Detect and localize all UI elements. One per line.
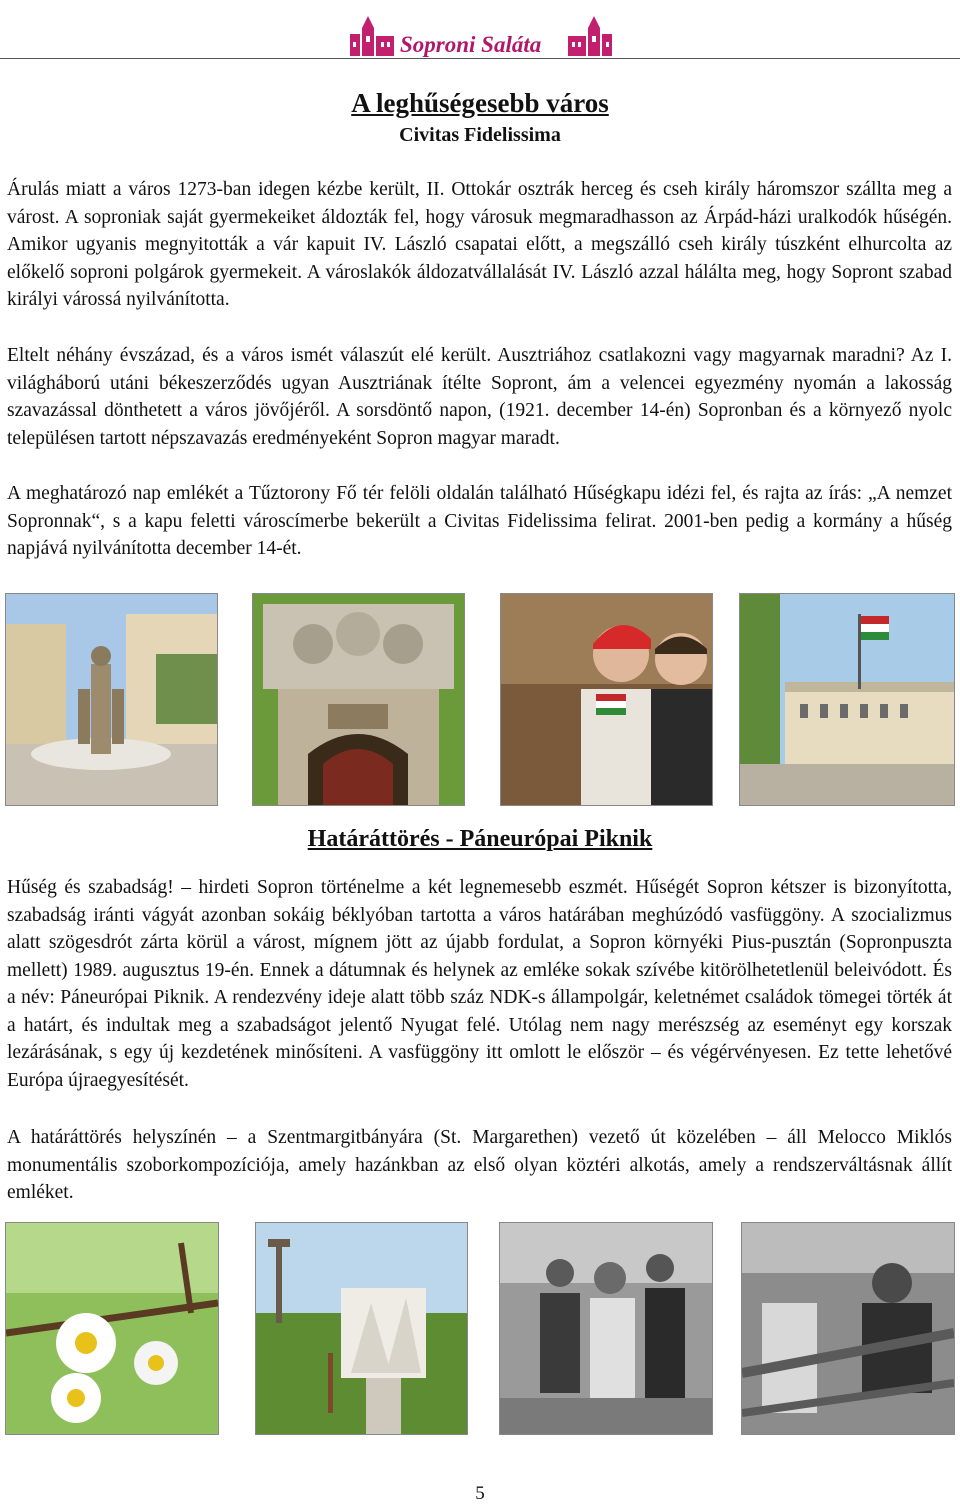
castle-left-icon bbox=[348, 14, 396, 56]
castle-right-icon bbox=[566, 14, 614, 56]
section1-title: A leghűségesebb város bbox=[351, 88, 609, 118]
section1-paragraph-1: Árulás miatt a város 1273-ban idegen kézbe került, II. Ottokár osztrák herceg és cseh király háromszor szállta meg a várost. A soproniak saját gyermekeiket áldozták fel, hogy városuk megmaradhasson az Árpád-házi uralkodók hűségén. Amikor ugyanis megnyitották a vár kapuit IV. László csapatai előtt, a megszálló cseh király túszként elhurcolta az előkelő soproni polgárok gyermekeit. A városlakók áldozatvállalását IV. László azzal hálálta meg, hogy Sopront szabad királyi várossá nyilvánította. bbox=[7, 179, 952, 310]
header-rule bbox=[0, 58, 960, 59]
section2-paragraph-1: Hűség és szabadság! – hirdeti Sopron történelme a két legnemesebb eszmét. Hűségét Sopron kétszer is bizonyította, szabadság iránti vágyát azonban sokáig béklyóban tartotta a város határában meghúzódó vasfüggöny. A szocializmus alatt szögesdrót zárta körül a várost, mígnem jött az újabb fordulat, a Sopron környéki Pius-pusztán (Sopronpuszta mellett) 1989. augusztus 19-én. Ennek a dátumnak és helynek az emléke sokak szívébe kitörölhetetlenül beleivódott. És a név: Páneurópai Piknik. A rendezvény ideje alatt több száz NDK-s állampolgár, keletnémet családok tömegei törték át a határt, és indultak meg a szabadságot jelentő Nyugat felé. Utólag nem nagy merészség az eseményt egy korszak lezárásának, s egy új kezdetének minősíteni. A vasfüggöny itt omlott le először – és végérvényesen. Ez tette lehetővé Európa újraegyesítését. bbox=[7, 877, 952, 1091]
brand-title: Soproni Saláta bbox=[400, 32, 542, 57]
page-number: 5 bbox=[475, 1483, 485, 1504]
photo-barbed-wire-daisies bbox=[5, 1222, 219, 1435]
photo-fidelity-gate bbox=[252, 593, 465, 806]
photo-children-flags bbox=[500, 593, 713, 806]
photo-border-crossing-crowd bbox=[499, 1222, 713, 1435]
section1-subtitle: Civitas Fidelissima bbox=[399, 124, 561, 146]
section1-paragraph-2: Eltelt néhány évszázad, és a város ismét válaszút elé került. Ausztriához csatlakozni vagy magyarnak maradni? Az I. világháború utáni békeszerződés ugyan Ausztriának ítélte Sopront, ám a velencei egyezmény nyomán a lakosság szavazással dönthetett a város jövőjéről. A sorsdöntő napon, (1921. december 14-én) Sopronban és a környező nyolc településen tartott népszavazás eredményeként Sopron magyar maradt. bbox=[7, 345, 952, 449]
photo-town-hall-square bbox=[739, 593, 955, 806]
photo-fountain-square bbox=[5, 593, 218, 806]
page-header bbox=[0, 0, 960, 62]
soproni-salata-logo bbox=[348, 6, 618, 56]
section1-paragraph-3: A meghatározó nap emlékét a Tűztorony Fő tér felöli oldalán található Hűségkapu idézi fel, és rajta az írás: „A nemzet Sopronnak“, s a kapu feletti városcímerbe bekerült a Civitas Fidelissima felirat. 2001-ben pedig a kormány a hűség napjává nyilvánította december 14-ét. bbox=[7, 483, 952, 559]
section2-title: Határáttörés - Páneurópai Piknik bbox=[307, 826, 653, 852]
photo-fence-people bbox=[741, 1222, 955, 1435]
section2-paragraph-2: A határáttörés helyszínén – a Szentmargitbányára (St. Margarethen) vezető út közelében – áll Melocco Miklós monumentális szoborkompozíciója, amely hazánkban az első olyan köztéri alkotás, amely a rendszerváltásnak állít emléket. bbox=[7, 1127, 952, 1203]
photo-monument bbox=[255, 1222, 468, 1435]
